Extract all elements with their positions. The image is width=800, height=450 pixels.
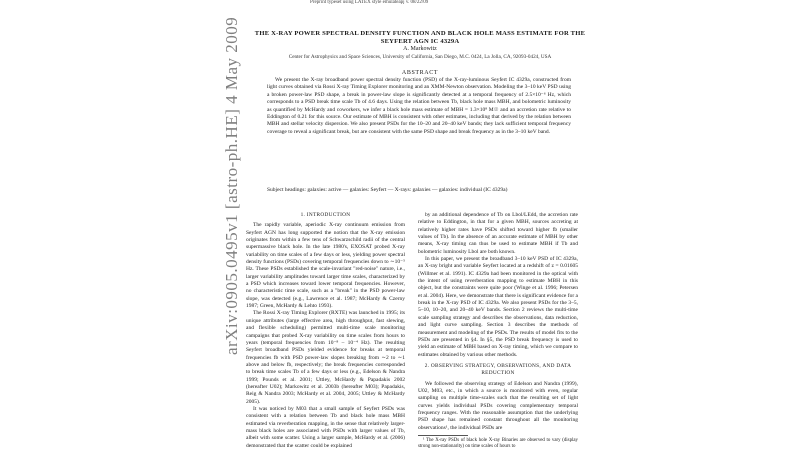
section-2-paragraph-1: We followed the observing strategy of Edelson and Nandra (1999), U02, M03, etc., in which a source is monitored with even, regular sampling on multiple time-scales such that the resulting set of light curves yields individual PSDs covering complementary temporal frequency ranges. With the reasonable assumption that the underlying PSD shape has remained constant throughout all the monitoring observations¹, the individual PSDs are — [418, 380, 578, 431]
paper-title: THE X-RAY POWER SPECTRAL DENSITY FUNCTION AND BLACK HOLE MASS ESTIMATE FOR THE SEYFERT AGN IC 4329A — [254, 30, 586, 45]
intro-paragraph-4: by an additional dependence of Tb on Lbol/LEdd, the accretion rate relative to Eddington, in that for a given MBH, sources accreting at relatively higher rates have PSDs shifted toward higher fb (smaller values of Tb). In the absence of an accurate estimate of MBH by other means, X-ray timing can thus be used to estimate MBH if Tb and bolometric luminosity Lbol are both known. — [418, 212, 578, 255]
author-affiliation: Center for Astrophysics and Space Sciences, University of California, San Diego, M.C. 0424, La Jolla, CA, 92093-0424, USA — [288, 54, 552, 60]
intro-paragraph-5: In this paper, we present the broadband 3–10 keV PSD of IC 4329a, an X-ray bright and variable Seyfert located at a redshift of z = 0.01605 (Willmer et al. 1991). IC 4329a had been monitored in the optical with the intent of using reverberation mapping to estimate MBH in this object, but the constraints were quite poor (Winge et al. 1996; Petersen et al. 2004). Here, we demonstrate that there is significant evidence for a break in the X-ray PSD of IC 4329a. We also present PSDs for the 3–5, 5–10, 10–20, and 20–40 keV bands. Section 2 reviews the multi-time scale sampling strategy and describes the observations, data reduction, and light curve sampling. Section 3 describes the methods of measurement and modeling of the PSDs. The results of model fits to the PSDs are presented in §4. In §5, the PSD break frequency is used to yield an estimate of MBH based on X-ray timing, which we compare to estimates obtained by various other methods. — [418, 256, 578, 358]
abstract-text: We present the X-ray broadband power spectral density function (PSD) of the X-ray-luminous Seyfert IC 4329a, constructed from light curves obtained via Rossi X-ray Timing Explorer monitoring and an XMM-Newton observation. Modeling the 3–10 keV PSD using a broken power-law PSD shape, a break in power-law slope is significantly detected at a temporal frequency of 2.5×10⁻⁶ Hz, which corresponds to a PSD break time scale Tb of 4.6 days. Using the relation between Tb, black hole mass MBH, and bolometric luminosity as quantified by McHardy and coworkers, we infer a black hole mass estimate of MBH = 1.3×10⁸ M☉ and an accretion rate relative to Eddington of 0.21 for this source. Our estimate of MBH is consistent with other estimates, including that derived by the relation between MBH and stellar velocity dispersion. We also present PSDs for the 10–20 and 20–40 keV bands; they lack sufficient temporal frequency coverage to reveal a significant break, but are consistent with the same PSD shape and break frequency as in the 3–10 keV band. — [267, 77, 571, 135]
section-2-heading: 2. OBSERVING STRATEGY, OBSERVATIONS, AND DATA REDUCTION — [424, 362, 572, 377]
author-name: A. Markowitz — [403, 46, 437, 52]
left-column — [246, 212, 405, 450]
intro-paragraph-2: The Rossi X-ray Timing Explorer (RXTE) was launched in 1995; its unique attributes (large effective area, high throughput, fast slewing, and flexible scheduling) permitted multi-time scale monitoring campaigns that probed X-ray variability on time scales from hours to years (temporal frequencies from 10⁻⁸ – 10⁻⁴ Hz). The resulting Seyfert broadband PSDs yielded evidence for breaks at temporal frequencies fb with PSD power-law slopes breaking from ∼2 to ∼1 above and below fb, respectively; the break frequencies corresponded to break time scales Tb of a few days or less (e.g., Edelson & Nandra 1999; Pounds et al. 2001; Uttley, McHardy & Papadakis 2002 (hereafter U02); Markowitz et al. 2003b (hereafter M03); Papadakis, Reig & Nandra 2003; McHardy et al. 2004, 2005; Uttley & McHardy 2005). — [246, 310, 405, 405]
subject-headings: Subject headings: galaxies: active — galaxies: Seyfert — X-rays: galaxies — galaxies: individual (IC 4329a) — [267, 187, 508, 193]
footnote-1: ¹ The X-ray PSDs of black hole X-ray Binaries are observed to vary (display strong non-stationarity) on time scales of hours to — [418, 437, 578, 450]
intro-paragraph-1: The rapidly variable, aperiodic X-ray continuum emission from Seyfert AGN has long supported the notion that the X-ray emission originates from within a few tens of Schwarzschild radii of the central supermassive black hole. In the late 1980's, EXOSAT probed X-ray variability on time scales of a few days or less, yielding power spectral density functions (PSDs) covering temporal frequencies down to ∼10⁻⁵ Hz. These PSDs established the scale-invariant "red-noise" nature, i.e., larger variability amplitudes toward larger time scales, characterized by a PSD which increases toward lower temporal frequencies. However, no characteristic time scale, such as a "break" in the PSD power-law slope, was detected (e.g., Lawrence et al. 1987; McHardy & Czerny 1987; Green, McHardy & Lehto 1993). — [246, 222, 405, 310]
footnote-divider — [418, 435, 468, 436]
right-column — [418, 212, 578, 450]
abstract-heading: ABSTRACT — [401, 70, 439, 76]
preprint-line: Preprint typeset using LATEX style emulateapj v. 08/22/09 — [310, 0, 429, 5]
arxiv-identifier: arXiv:0905.0495v1 [astro-ph.HE] 4 May 2009 — [222, 16, 241, 355]
section-1-heading: 1. INTRODUCTION — [300, 212, 351, 218]
intro-paragraph-3: It was noticed by M03 that a small sample of Seyfert PSDs was consistent with a relation between Tb and black hole mass MBH estimated via reverberation mapping, in the sense that relatively larger-mass black holes are associated with PSDs with larger values of Tb, albeit with some scatter. Using a larger sample, McHardy et al. (2006) demonstrated that the scatter could be explained — [246, 405, 405, 449]
